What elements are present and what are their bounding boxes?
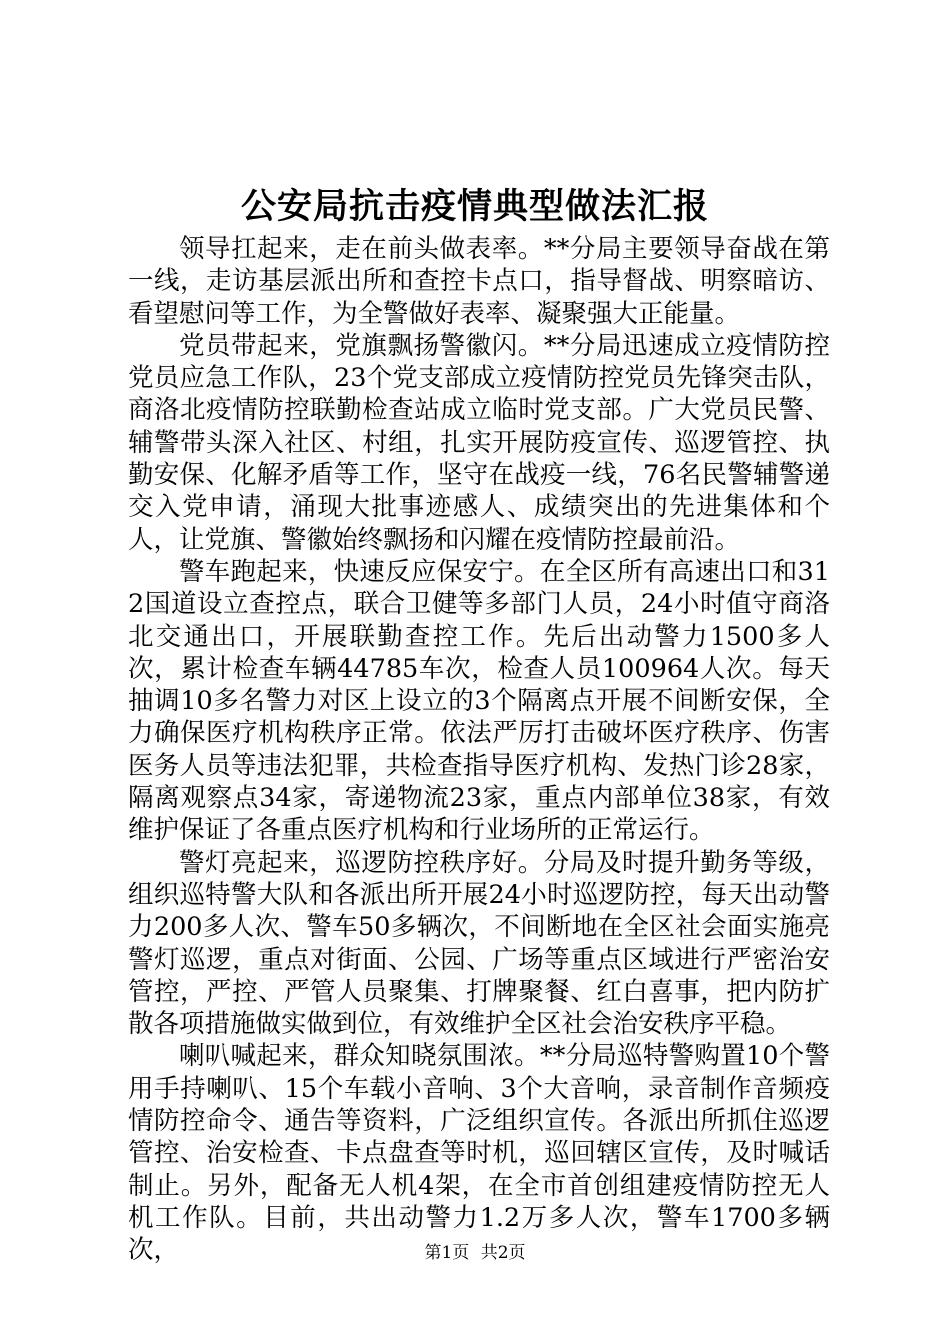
paragraph-patrol-lights: 警灯亮起来，巡逻防控秩序好。分局及时提升勤务等级，组织巡特警大队和各派出所开展24小时巡逻防控，每天出动警力200多人次、警车50多辆次，不间断地在全区社会面实施亮警灯巡逻，重点对街面、公园、广场等重点区域进行严密治安管控，严控、严管人员聚集、打牌聚餐、红白喜事，把内防扩散各项措施做实做到位，有效维护全区社会治安秩序平稳。 xyxy=(128,847,830,1040)
page-number-current: 第1页 xyxy=(424,1243,470,1263)
paragraph-police-cars: 警车跑起来，快速反应保安宁。在全区所有高速出口和312国道设立查控点，联合卫健等多部门人员，24小时值守商洛北交通出口，开展联勤查控工作。先后出动警力1500多人次，累计检查车辆44785车次，检查人员100964人次。每天抽调10多名警力对区上设立的3个隔离点开展不间断安保，全力确保医疗机构秩序正常。依法严厉打击破坏医疗秩序、伤害医务人员等违法犯罪，共检查指导医疗机构、发热门诊28家，隔离观察点34家，寄递物流23家，重点内部单位38家，有效维护保证了各重点医疗机构和行业场所的正常运行。 xyxy=(128,556,830,846)
paragraph-loudspeakers: 喇叭喊起来，群众知晓氛围浓。**分局巡特警购置10个警用手持喇叭、15个车载小音响、3个大音响，录音制作音频疫情防控命令、通告等资料，广泛组织宣传。各派出所抓住巡逻管控、治安检查、卡点盘查等时机，巡回辖区宣传，及时喊话制止。另外，配备无人机4架，在全市首创组建疫情防控无人机工作队。目前，共出动警力1.2万多人次，警车1700多辆次， xyxy=(128,1041,830,1266)
page-footer xyxy=(0,1241,950,1265)
document-body xyxy=(128,233,830,1267)
paragraph-party-members: 党员带起来，党旗飘扬警徽闪。**分局迅速成立疫情防控党员应急工作队，23个党支部成立疫情防控党员先锋突击队，商洛北疫情防控联勤检查站成立临时党支部。广大党员民警、辅警带头深入社区、村组，扎实开展防疫宣传、巡逻管控、执勤安保、化解矛盾等工作，坚守在战疫一线，76名民警辅警递交入党申请，涌现大批事迹感人、成绩突出的先进集体和个人，让党旗、警徽始终飘扬和闪耀在疫情防控最前沿。 xyxy=(128,330,830,555)
paragraph-leadership: 领导扛起来，走在前头做表率。**分局主要领导奋战在第一线，走访基层派出所和查控卡点口，指导督战、明察暗访、看望慰问等工作，为全警做好表率、凝聚强大正能量。 xyxy=(128,234,830,329)
page-number-total: 共2页 xyxy=(480,1243,526,1263)
document-title: 公安局抗击疫情典型做法汇报 xyxy=(240,186,709,227)
